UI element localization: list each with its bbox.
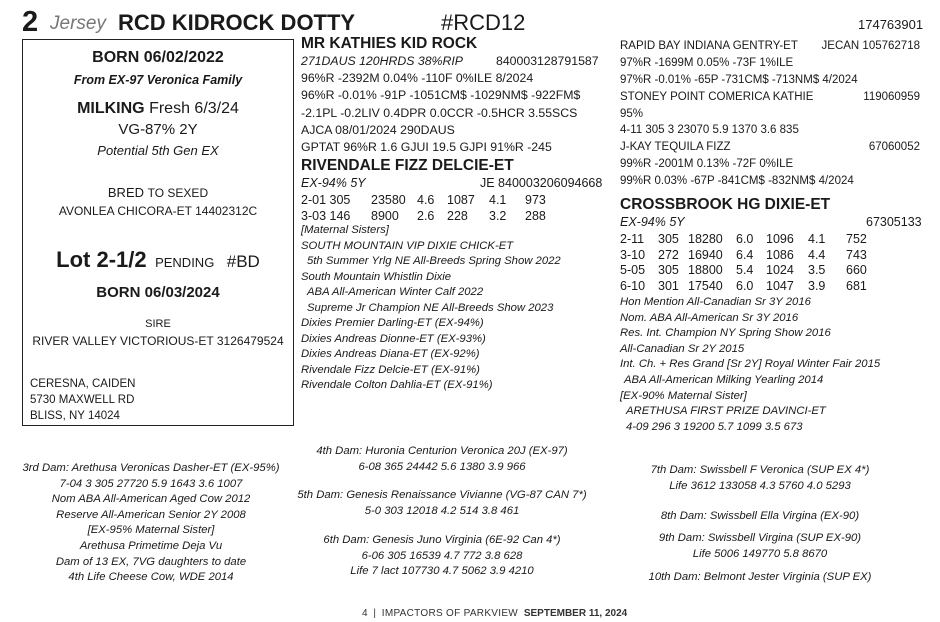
lot2-title: Lot 2-1/2 (56, 247, 147, 272)
honor-line: Res. Int. Champion NY Spring Show 2016 (620, 327, 831, 340)
family-line: Dixies Andreas Dionne-ET (EX-93%) (301, 332, 486, 345)
dam-line: 10th Dam: Belmont Jester Virginia (SUP EX) (648, 571, 872, 583)
record-cell: 5-05 (620, 263, 646, 277)
record-cell: 6-10 (620, 278, 646, 293)
honor-line: Int. Ch. + Res Grand [Sr 2Y] Royal Winter Fair 2015 (620, 358, 881, 371)
honor-line: ABA All-American Milking Yearling 2014 (624, 373, 824, 386)
breed-label: Jersey (50, 13, 106, 34)
record-cell: 288 (525, 209, 546, 223)
family-line: Dixies Premier Darling-ET (EX-94%) (301, 317, 484, 329)
lot2-born: BORN 06/03/2024 (96, 284, 220, 301)
ds-stat: 99%R -2001M 0.13% -72F 0%ILE (620, 158, 794, 170)
milking-line (22, 100, 294, 118)
record-cell: 5.4 (736, 263, 754, 277)
sire-stat-line: GPTAT 96%R 1.6 GJUI 19.5 GJPI 91%R -245 (301, 140, 552, 154)
sd-reg: 119060959 (863, 91, 920, 103)
family-line: Rivendale Fizz Delcie-ET (EX-91%) (301, 363, 480, 376)
dam-line: Life 5006 149770 5.8 8670 (692, 547, 828, 560)
lot2-line (22, 247, 294, 273)
sire-of-sire (620, 38, 920, 89)
record-cell: 18800 (688, 263, 723, 277)
dam-record-row (301, 208, 555, 224)
dam-line: 8th Dam: Swissbell Ella Virgina (EX-90) (660, 510, 860, 522)
record-cell: 6.0 (736, 278, 754, 293)
sire-stat-line: -2.1PL -0.2LIV 0.4DPR 0.0CCR -0.5HCR 3.55SCS (301, 105, 578, 120)
dam-line: 4th Life Cheese Cow, WDE 2014 (68, 571, 234, 584)
record-cell: 305 (658, 232, 679, 246)
honor-line: [EX-90% Maternal Sister] (620, 389, 747, 402)
sire-stat-line: AJCA 08/01/2024 290DAUS (301, 122, 455, 137)
milking-label: MILKING (77, 100, 145, 117)
record-cell: 3-03 146 (301, 209, 351, 223)
ss-stat: 97%R -0.01% -65P -731CM$ -713NM$ 4/2024 (620, 74, 858, 86)
dam-line: Dam of 13 EX, 7VG daughters to date (55, 555, 247, 568)
ss-name: RAPID BAY INDIANA GENTRY-ET (620, 40, 798, 52)
honor-line: 4-09 296 3 19200 5.7 1099 3.5 673 (626, 420, 803, 433)
record-cell: 752 (846, 232, 867, 246)
record-cell: 1087 (447, 193, 475, 207)
family-line: SOUTH MOUNTAIN VIP DIXIE CHICK-ET (301, 239, 514, 252)
honor-line: All-Canadian Sr 2Y 2015 (620, 342, 745, 355)
family-line: South Mountain Whistlin Dixie (301, 270, 452, 283)
sire-label: SIRE (145, 318, 171, 330)
sire-reg: 840003128791587 (496, 54, 599, 68)
record-cell: 17540 (688, 278, 723, 293)
dam-family (301, 223, 561, 394)
dam-title: RIVENDALE FIZZ DELCIE-ET (301, 157, 514, 174)
record-cell: 8900 (371, 209, 399, 223)
registration-number: 174763901 (858, 17, 924, 32)
dam-line: 6th Dam: Genesis Juno Virginia (6E-92 Can 4*) (323, 534, 561, 546)
sd-stat: 4-11 305 3 23070 5.9 1370 3.6 835 (620, 124, 799, 136)
bred-suffix: TO SEXED (147, 186, 209, 200)
dam-line: 9th Dam: Swissbell Virgina (SUP EX-90) (658, 532, 862, 544)
dam-line: [EX-95% Maternal Sister] (87, 524, 215, 537)
record-cell: 743 (846, 247, 867, 262)
lot-info-box (22, 39, 294, 426)
sire-of-dam (620, 139, 920, 190)
sixth-dam (292, 533, 592, 580)
family-line: Rivendale Colton Dahlia-ET (EX-91%) (301, 379, 493, 391)
dam-line: 6-08 365 24442 5.6 1380 3.9 966 (358, 460, 526, 473)
consignor-address (30, 376, 135, 424)
sire-daus-line: 271DAUS 120HRDS 38%RIP (301, 54, 463, 68)
record-cell: 23580 (371, 193, 406, 207)
record-cell: 3.9 (808, 278, 826, 293)
fourth-dam (292, 444, 592, 475)
ss-reg: JECAN 105762718 (821, 40, 920, 52)
sd-name: STONEY POINT COMERICA KATHIE (620, 91, 814, 103)
third-dam (22, 461, 280, 586)
record-cell: 681 (846, 278, 867, 293)
sire-title: MR KATHIES KID ROCK (301, 35, 478, 52)
dd-record-row (620, 248, 876, 264)
cow-name: RCD KIDROCK DOTTY (118, 10, 356, 35)
dd-honors (620, 295, 880, 435)
dam-line: Life 7 lact 107730 4.7 5062 3.9 4210 (350, 565, 534, 578)
record-cell: 2.6 (417, 209, 435, 223)
dam-of-sire (620, 89, 920, 139)
bred-sire: AVONLEA CHICORA-ET 14402312C (58, 204, 258, 218)
page-number: 4 (362, 608, 368, 619)
ninth-dam (610, 531, 910, 562)
record-cell: 3-10 (620, 247, 646, 262)
record-cell: 4.1 (808, 232, 826, 246)
record-cell: 6.0 (736, 232, 754, 246)
lot2-pending: PENDING (155, 255, 215, 270)
sire-name: RIVER VALLEY VICTORIOUS-ET 3126479524 (32, 334, 284, 348)
bred-line (22, 185, 294, 200)
record-cell: 16940 (688, 247, 723, 262)
record-cell: 973 (525, 193, 546, 207)
dam-record-row (301, 192, 555, 208)
sire-stat-line: 96%R -0.01% -91P -1051CM$ -1029NM$ -922FM$ (301, 88, 581, 103)
sire-stat-line: 96%R -2392M 0.04% -110F 0%ILE 8/2024 (301, 71, 534, 86)
tenth-dam (610, 570, 910, 586)
dam-line: Reserve All-American Senior 2Y 2008 (56, 508, 246, 521)
dam-line: 7th Dam: Swissbell F Veronica (SUP EX 4*) (650, 464, 870, 476)
honor-line: ARETHUSA FIRST PRIZE DAVINCI-ET (626, 405, 826, 418)
dam-line: 5th Dam: Genesis Renaissance Vivianne (VG-87 CAN 7*) (297, 489, 587, 501)
record-cell: 2-11 (620, 232, 645, 246)
honor-line: Nom. ABA All-American Sr 3Y 2016 (620, 311, 799, 324)
dd-record-row (620, 279, 876, 295)
dd-record-row (620, 263, 876, 279)
dd-record-row (620, 232, 876, 248)
footer-separator: | (373, 608, 376, 619)
record-cell: 6.4 (736, 247, 754, 262)
born-date: BORN 06/02/2022 (92, 49, 224, 66)
seventh-dam (610, 463, 910, 494)
classification: VG-87% 2Y (118, 121, 198, 138)
family-line: Dixies Andreas Diana-ET (EX-92%) (301, 348, 480, 360)
record-cell: 660 (846, 263, 867, 277)
dam-line: 5-0 303 12018 4.2 514 3.8 461 (364, 504, 520, 517)
record-cell: 301 (658, 278, 679, 293)
ds-reg: 67060052 (868, 141, 920, 153)
dam-line: 4th Dam: Huronia Centurion Veronica 20J (EX-97) (316, 445, 568, 457)
record-cell: 305 (658, 263, 679, 277)
record-cell: 1047 (766, 278, 794, 293)
footer (362, 608, 627, 619)
family-line: Supreme Jr Champion NE All-Breeds Show 2023 (307, 301, 554, 314)
honor-line: Hon Mention All-Canadian Sr 3Y 2016 (620, 296, 811, 308)
consignor-street: 5730 MAXWELL RD (30, 394, 135, 406)
record-cell: 272 (658, 247, 679, 262)
dam-class: EX-94% 5Y (301, 176, 366, 190)
dam-line: Life 3612 133058 4.3 5760 4.0 5293 (669, 479, 851, 492)
lot2-tag: #BD (226, 252, 260, 271)
potential-note: Potential 5th Gen EX (97, 143, 219, 158)
dam-line: Arethusa Primetime Deja Vu (79, 539, 223, 552)
record-cell: 3.2 (489, 209, 507, 223)
sire-stats (301, 53, 606, 156)
dd-records (620, 232, 876, 294)
consignor-city: BLISS, NY 14024 (30, 410, 120, 422)
consignor-name: CERESNA, CAIDEN (30, 378, 136, 390)
dam-line: 3rd Dam: Arethusa Veronicas Dasher-ET (EX-95%) (22, 462, 280, 474)
record-cell: 1096 (766, 232, 794, 246)
record-cell: 1024 (766, 263, 794, 277)
family-line: 5th Summer Yrlg NE All-Breeds Spring Show 2022 (307, 255, 561, 267)
family-line: ABA All-American Winter Calf 2022 (307, 286, 484, 298)
sale-date: SEPTEMBER 11, 2024 (523, 608, 628, 619)
lot-number: 2 (22, 6, 39, 38)
ds-stat: 99%R 0.03% -67P -841CM$ -832NM$ 4/2024 (620, 175, 854, 187)
record-cell: 4.4 (808, 247, 826, 262)
record-cell: 1086 (766, 247, 794, 262)
bred-label: BRED (107, 185, 145, 200)
ss-stat: 97%R -1699M 0.05% -73F 1%ILE (620, 57, 794, 69)
sd-stat: 95% (620, 107, 644, 120)
record-cell: 228 (447, 209, 468, 223)
dam-line: 6-06 305 16539 4.7 772 3.8 628 (361, 549, 523, 562)
record-cell: 3.5 (808, 263, 826, 277)
dam-line: Nom ABA All-American Aged Cow 2012 (51, 493, 251, 506)
family-note: From EX-97 Veronica Family (73, 73, 243, 87)
maternal-label: [Maternal Sisters] (301, 224, 389, 236)
ds-name: J-KAY TEQUILA FIZZ (620, 141, 731, 153)
dam-line: 7-04 3 305 27720 5.9 1643 3.6 1007 (59, 477, 243, 490)
dam-records (301, 192, 555, 224)
dd-title: CROSSBROOK HG DIXIE-ET (620, 196, 831, 213)
dam-reg: JE 840003206094668 (480, 176, 603, 190)
record-cell: 18280 (688, 232, 723, 246)
record-cell: 4.1 (489, 193, 507, 207)
record-cell: 2-01 305 (301, 193, 351, 207)
eighth-dam (610, 509, 910, 525)
dd-reg: 67305133 (866, 215, 922, 229)
milking-value: Fresh 6/3/24 (149, 100, 239, 117)
tag-number: #RCD12 (441, 10, 526, 35)
fifth-dam (292, 488, 592, 519)
dd-class: EX-94% 5Y (620, 215, 685, 229)
catalog-title: IMPACTORS OF PARKVIEW (381, 608, 519, 619)
record-cell: 4.6 (417, 193, 435, 207)
